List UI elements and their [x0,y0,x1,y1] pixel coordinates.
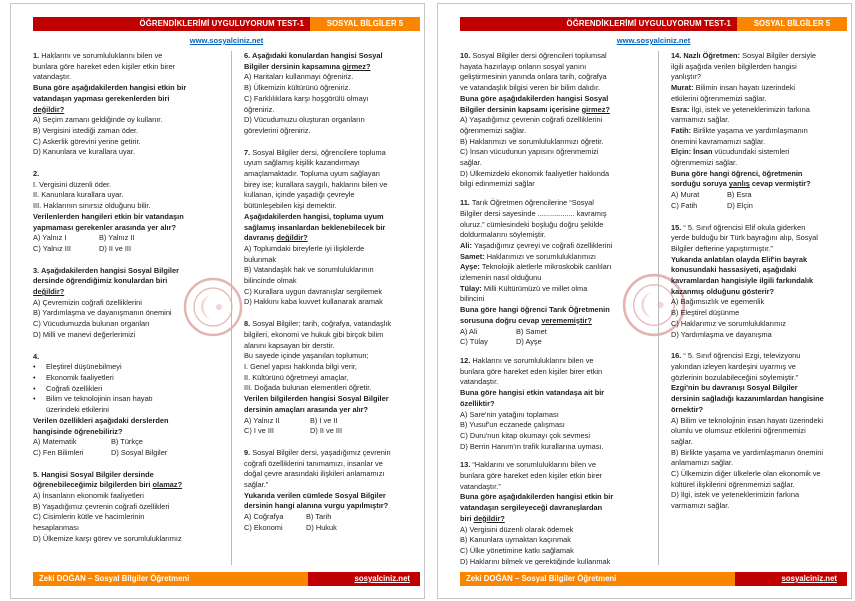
text-line: birey ise; kurallara saygılı, haklarını bilen ve [244,179,388,189]
text-line: D) Vücudumuzu oluşturan organların [244,115,365,125]
text-line: önemini kavramamızı sağlar. [671,136,766,146]
text-line: sorusuna doğru cevap verememiştir? [460,315,592,325]
text-line: C) Ekonomi D) Hukuk [244,522,337,532]
text-line: III. Doğada bulunan elementleri öğretir. [244,383,372,393]
text-line: B) Vergisini istediği zaman öder. [33,125,139,135]
text-line: değildir? [33,104,65,114]
text-line: etkilerini öğrenmemizi sağlar. [671,93,767,103]
text-line: A) Yalnız II B) I ve II [244,415,338,425]
text-line: • Bilim ve teknolojinin insan hayatı [33,394,153,404]
text-line: Fatih: Birlikte yaşama ve yardımlaşmanın [671,125,808,135]
text-line: D) Ülkemize karşı görev ve sorumluluklarımız [33,533,182,543]
text-line: özelliktir? [460,398,495,408]
text-line: C) Haklarımız ve sorumluluklarımız [671,318,786,328]
question-q16 [671,351,847,512]
text-line: C) Tülay D) Ayşe [460,337,542,347]
text-line: 6. Aşağıdaki konulardan hangisi Sosyal [244,51,383,60]
text-line: varmamızı sağlar. [671,501,730,511]
text-line: vatandaştır. [33,72,72,82]
text-line: Bilgiler dersinin kapsamına girmez? [244,61,371,71]
question-q6 [244,51,420,137]
column-1 [460,51,658,565]
text-line: Verilen bilgilerden hangisi Sosyal Bilgiler [244,394,389,404]
text-line: Buna göre aşağıdakilerden hangisi Sosyal [460,93,609,103]
text-line: D) Hakkını kaba kuvvet kullanarak aramak [244,297,383,307]
text-line: B) Vatandaşlık hak ve sorumluluklarının [244,265,374,275]
text-line: varmamızı sağlar. [671,115,730,125]
text-line: bunlara göre hareket eden kişiler etkin birer [460,471,603,481]
text-line: sağlar. [460,158,482,168]
text-line: C) Duru'nun kitap okumayı çok sevmesi [460,430,590,440]
text-line: C) Vücudumuzda bulunan organları [33,319,150,329]
text-line: bütünleşebilen kişi demektir. [244,201,337,211]
text-line: hangisinde öğrenebiliriz? [33,426,123,436]
text-line: uyum sağlamış kişilik kazandırmayı [244,158,360,168]
text-line: III. Haklarının sınırsız olduğunu bilir. [33,201,151,211]
question-q12 [460,356,650,452]
question-q9 [244,448,420,534]
text-line: D) Milli ve manevi değerlerimizi [33,329,136,339]
text-line: Esra: İlgi, istek ve yeteneklerimizin farkına [671,104,810,114]
text-line: vatandaştır.” [460,481,501,491]
text-line: C) Farklılıklara karşı hoşgörülü olmayı [244,93,369,103]
question-q4 [33,352,223,459]
text-line: oluruz.” cümlesindeki boşluğu doğru şekilde [460,219,604,229]
text-line: Buna göre aşağıdakilerden hangisi etkin bir [460,492,614,502]
text-line: yerde bulduğu bir Türk bayrağını alıp, Sosyal [671,233,818,243]
footer-site-link[interactable]: sosyalciniz.net [735,572,847,586]
column-2 [231,51,420,565]
text-line: B) Ülkemizin kültürünü öğreniriz. [244,83,351,93]
text-line: 5. Hangisi Sosyal Bilgiler dersinde [33,469,154,479]
text-line: I. Vergisini düzenli öder. [33,179,112,189]
text-line: gözlerinin bozulabileceğini söylemiştir.” [671,372,799,382]
page-footer [460,572,847,586]
worksheet-page-2 [437,3,852,599]
question-q2 [33,169,223,255]
text-line: Tülay: Milli Kültürümüzü ve millet olma [460,283,588,293]
website-link[interactable]: www.sosyalciniz.net [616,36,691,45]
text-line: Buna göre hangi öğrenci Tarık Öğretmenin [460,305,610,315]
text-line: C) Cisimlerin kütle ve hacimlerinin [33,512,145,522]
text-line: A) Yaşadığımız çevrenin coğrafi özelliklerini [460,115,603,125]
question-q14 [671,51,847,212]
subject-badge: SOSYAL BİLGİLER 5 [310,17,420,31]
text-line: D) Kanunlara ve kurallara uyar. [33,147,135,157]
text-line: ve vatandaşlık bilgisi veren bir bilim dalıdır. [460,83,601,93]
text-line: dersinin sağladığı kazanımlardan hangisine [671,394,824,404]
text-line: A) Seçim zamanı geldiğinde oy kullanır. [33,115,163,125]
text-line: A) Toplumdaki bireylerle iyi ilişkilerde [244,243,365,253]
author-label: Zeki DOĞAN – Sosyal Bilgiler Öğretmeni [33,572,308,586]
text-line: 14. Nazlı Öğretmen: Sosyal Bilgiler dersiyle [671,51,816,60]
text-line: yanlıştır? [671,72,701,82]
text-line: sağlar.” [244,480,269,490]
text-line: B) Eleştirel düşünme [671,308,740,318]
text-line: 4. [33,351,40,361]
question-q10 [460,51,650,190]
text-line: Yukarıda verilen cümlede Sosyal Bilgiler [244,490,386,500]
text-line: öğrenmemizi sağlar. [671,158,738,168]
text-line: 10. Sosyal Bilgiler dersi öğrencileri toplumsal [460,51,607,60]
text-line: B) Haklarımızı ve sorumluluklarımızı öğretir. [460,136,604,146]
text-line: Buna göre aşağıdakilerden hangisi etkin bir [33,83,187,93]
text-line: 16. “ 5. Sınıf öğrencisi Ezgi, televizyonu [671,351,801,361]
text-line: öğrenmemizi sağlar. [460,125,527,135]
text-line: bilincini [460,294,485,304]
text-line: Buna göre hangisi etkin vatandaşa ait bir [460,388,605,398]
text-line: vatandaşın sergileyeceği davranışlardan [460,503,603,513]
text-line: coğrafi özelliklerini tanımamızı, insanlar ve [244,458,383,468]
text-line: Ezgi'nin bu davranışı Sosyal Bilgiler [671,383,798,393]
text-line: izlemenin nasıl olduğunu [460,273,542,283]
text-line: Verilen özellikleri aşağıdaki derslerden [33,415,169,425]
text-line: alanını kapsayan bir derstir. [244,340,335,350]
text-line: A) Sare'nin yatağını toplaması [460,409,559,419]
text-line: Bilgiler dersinin kapsamı içerisine girmez? [460,104,610,114]
text-line: D) İlgi, istek ve yeteneklerimizin farkına [671,490,800,500]
text-line: hesaplanması [33,523,80,533]
text-line: A) Yalnız I B) Yalnız II [33,233,135,243]
text-line: sağlamış insanlardan beklenebilecek bir [244,222,386,232]
footer-site-link[interactable]: sosyalciniz.net [308,572,420,586]
text-line: kültürel ilişkilerini öğrenmemizi sağlar. [671,479,795,489]
text-line: bunlara göre hareket eden kişiler birer etkin [460,366,603,376]
text-line: 13. “Haklarını ve sorumluluklarını bilen ve [460,460,596,470]
text-line: Aşağıdakilerden hangisi, topluma uyum [244,211,384,221]
text-line: 11. Tarık Öğretmen öğrencilerine “Sosyal [460,198,594,208]
text-line: öğreniriz. [244,104,275,114]
text-line: ilgili aşağıda verilen bilgilerden hangisi [671,61,797,71]
text-line: B) Yardımlaşma ve dayanışmanın önemini [33,308,172,318]
text-line: sağlar. [671,436,693,446]
text-line: 9. Sosyal Bilgiler dersi, yaşadığımız çevrenin [244,447,391,457]
text-line: olumlu ve olumsuz etkilerini öğrenmemizi [671,426,806,436]
text-line: A) Çevremizin coğrafi özelliklerini [33,297,142,307]
text-line: Ali: Yaşadığımız çevreyi ve coğrafi özelliklerini [460,240,613,250]
text-line: bilgi edinmemizi sağlar [460,179,535,189]
text-line: doldurmalarını söylemiştir. [460,230,546,240]
text-line: dersinin amaçları arasında yer alır? [244,404,369,414]
text-line: yakından izleyen kardeşini uyarmış ve [671,361,796,371]
site-link-row [33,34,420,44]
text-line: 15. “ 5. Sınıf öğrencisi Elif okula giderken [671,222,806,232]
text-line: anlamamızı sağlar. [671,458,734,468]
text-line: D) Ülkemizdeki ekonomik faaliyetler hakkında [460,168,610,178]
text-line: kullanan, içinde yaşadığı çevreyle [244,190,355,200]
text-line: C) I ve III D) II ve III [244,426,343,436]
text-line: C) İnsan vücudunun yapısını öğrenmemizi [460,147,599,157]
text-line: öğrenebileceğimiz bilgilerden biri olamaz? [33,480,183,490]
text-line: B) Yaşadığımız çevrenin coğrafi özellikleri [33,501,170,511]
text-line: 1. Haklarını ve sorumluluklarını bilen ve [33,51,163,60]
text-line: doğal çevre arasındaki ilişkileri anlamamızı [244,469,385,479]
text-line: C) Fatih D) Elçin [671,200,753,210]
question-q5 [33,470,223,545]
text-line: amaçlamaktadır. Topluma uyum sağlayan [244,169,380,179]
text-line: Yukarıda anlatılan olayda Elif'in bayrak [671,254,808,264]
page-header [460,17,847,31]
text-line: bunlara göre hareket eden kişiler etkin birer [33,61,176,71]
text-line: I. Genel yapısı hakkında bilgi verir, [244,361,357,371]
text-line: dersinde öğrendiğimiz konulardan biri [33,276,168,286]
text-line: 2. [33,169,40,179]
text-line: D) Berrin Hanım'ın trafik kurallarına uyması. [460,441,604,451]
text-line: • Coğrafi özellikleri [33,383,103,393]
subject-badge: SOSYAL BİLGİLER 5 [737,17,847,31]
text-line: yapmaması gerekenler arasında yer alır? [33,222,176,232]
column-2 [658,51,847,565]
text-line: Bilgiler defterine yapıştırmıştır.” [671,243,773,253]
text-line: bulunmak [244,254,277,264]
text-line: A) Matematik B) Türkçe [33,437,143,447]
test-title: ÖĞRENDİKLERİMİ UYGULUYORUM TEST-1 [460,17,737,31]
test-title: ÖĞRENDİKLERİMİ UYGULUYORUM TEST-1 [33,17,310,31]
text-line: C) Fen Bilimleri D) Sosyal Bilgiler [33,447,168,457]
text-line: 12. Haklarını ve sorumluluklarını bilen ve [460,355,594,365]
text-line: vatandaşın yapması gerekenlerden biri [33,93,170,103]
worksheet-page-1 [10,3,425,599]
text-line: A) Bilim ve teknolojinin insan hayatı üzerindeki [671,415,823,425]
text-line: 3. Aşağıdakilerden hangisi Sosyal Bilgiler [33,265,179,275]
text-line: A) Coğrafya B) Tarih [244,512,332,522]
text-line: D) Haklarını bilmek ve gerektiğinde kullanmak [460,556,611,565]
text-line: C) Ülkemizin diğer ülkelerle olan ekonomik ve [671,469,821,479]
text-line: A) Bağımsızlık ve egemenlik [671,297,765,307]
text-line: A) Ali B) Samet [460,326,547,336]
text-line: vatandaştır. [460,377,499,387]
question-q15 [671,223,847,341]
text-line: B) Birlikte yaşama ve yardımlaşmanın önemini [671,447,823,457]
text-line: değildir? [33,287,65,297]
question-q7 [244,148,420,309]
text-line: üzerindeki etkilerini [46,405,109,415]
text-line: • Eleştirel düşünebilmeyi [33,362,122,372]
text-line: kavramlardan hangisiyle ilgili farkındalık [671,276,814,286]
text-line: Buna göre hangi öğrenci, öğretmenin [671,168,803,178]
text-line: dersinin hangi alanına vurgu yapılmıştır? [244,501,389,511]
text-line: hayata hazırlayıp onların sosyal yanını [460,61,587,71]
text-line: Bilgiler dersi sayesinde .................. kavramış [460,208,607,218]
text-line: 8. Sosyal Bilgiler; tarih, coğrafya, vatandaşlık [244,319,392,329]
question-q3 [33,266,223,341]
text-line: II. Kanunlara kurallara uyar. [33,190,124,200]
text-line: bilincinde olmak [244,276,297,286]
text-line: Samet: Haklarımızı ve sorumluluklarımızı [460,251,596,261]
text-line: Murat: Bilimin insan hayatı üzerindeki [671,83,796,93]
question-q1 [33,51,223,158]
text-line: sorduğu soruya yanlış cevap vermiştir? [671,179,811,189]
text-line: C) Askerlik görevini yerine getirir. [33,136,141,146]
text-line: C) Ülke yönetimine katkı sağlamak [460,545,574,555]
text-line: biri değildir? [460,513,505,523]
text-line: B) Yusuf'un eczanede çalışması [460,420,565,430]
page-footer [33,572,420,586]
text-line: C) Kurallara uygun davranışlar sergilemek [244,286,383,296]
website-link[interactable]: www.sosyalciniz.net [189,36,264,45]
text-line: geliştirmesinin yanında onlara tarih, coğrafya [460,72,607,82]
page-columns [33,51,420,565]
text-line: II. Kültürünü öğretmeyi amaçlar, [244,372,349,382]
text-line: A) Vergisini düzenli olarak ödemek [460,524,574,534]
column-1 [33,51,231,565]
text-line: Ayşe: Teknolojik aletlerle mikroskobik canlıları [460,262,612,272]
text-line: bilgileri, ekonomi ve hukuk gibi birçok bilim [244,329,384,339]
text-line: Elçin: İnsan vücudundaki sistemleri [671,147,790,157]
author-label: Zeki DOĞAN – Sosyal Bilgiler Öğretmeni [460,572,735,586]
text-line: Bu sayede içinde yaşanılan toplumun; [244,351,369,361]
text-line: Verilenlerden hangileri etkin bir vatandaşın [33,211,184,221]
text-line: görevlerini öğreniriz. [244,125,311,135]
text-line: 7. Sosyal Bilgiler dersi, öğrencilere topluma [244,147,386,157]
question-q13 [460,460,650,565]
page-columns [460,51,847,565]
text-line: A) İnsanların ekonomik faaliyetleri [33,491,144,501]
text-line: konusundaki hassasiyeti, aşağıdaki [671,265,797,275]
text-line: örnektir? [671,404,704,414]
question-q11 [460,198,650,348]
text-line: D) Yardımlaşma ve dayanışma [671,329,772,339]
text-line: C) Yalnız III D) II ve III [33,243,132,253]
text-line: A) Murat B) Esra [671,190,752,200]
page-header [33,17,420,31]
text-line: • Ekonomik faaliyetleri [33,372,114,382]
text-line: A) Haritaları kullanmayı öğreniriz. [244,72,354,82]
question-q8 [244,319,420,437]
site-link-row [460,34,847,44]
text-line: kazanmış olduğunu gösterir? [671,286,775,296]
text-line: davranış değildir? [244,233,308,243]
text-line: B) Kanunlara uymaktan kaçınmak [460,535,571,545]
